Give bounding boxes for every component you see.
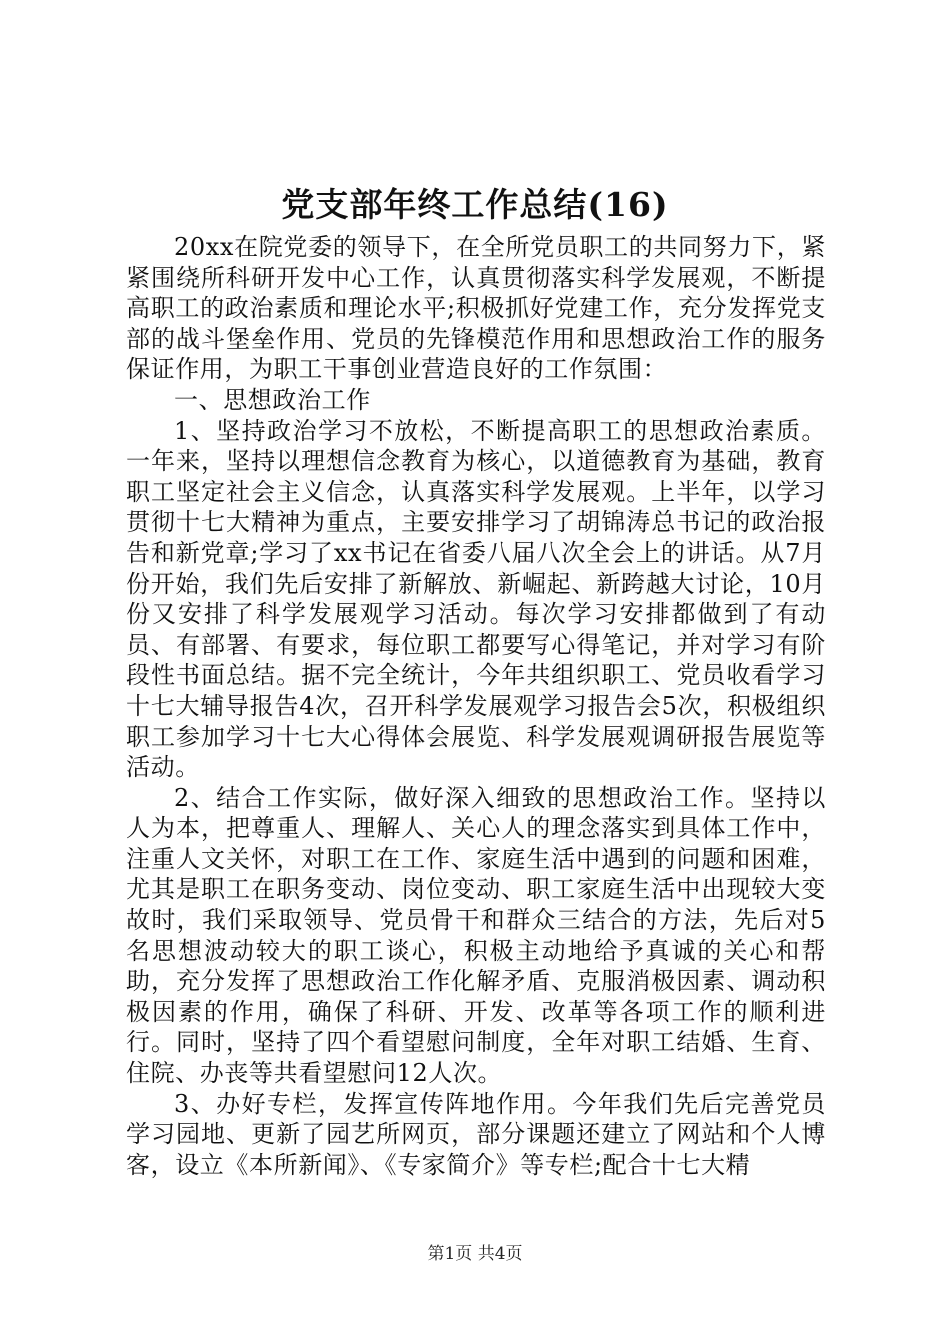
document-body: [126, 232, 826, 1180]
paragraph-item-2: 2、结合工作实际，做好深入细致的思想政治工作。坚持以人为本，把尊重人、理解人、关心人的理念落实到具体工作中，注重人文关怀，对职工在工作、家庭生活中遇到的问题和困难，尤其是职工在职务变动、岗位变动、职工家庭生活中出现较大变故时，我们采取领导、党员骨干和群众三结合的方法，先后对5名思想波动较大的职工谈心，积极主动地给予真诚的关心和帮助，充分发挥了思想政治工作化解矛盾、克服消极因素、调动积极因素的作用，确保了科研、开发、改革等各项工作的顺利进行。同时，坚持了四个看望慰问制度，全年对职工结婚、生育、住院、办丧等共看望慰问12人次。: [126, 783, 826, 1088]
page-number: 第1页 共4页: [427, 1244, 523, 1264]
paragraph-item-3: 3、办好专栏，发挥宣传阵地作用。今年我们先后完善党员学习园地、更新了园艺所网页，部分课题还建立了网站和个人博客，设立《本所新闻》、《专家简介》等专栏;配合十七大精: [126, 1089, 826, 1179]
document-title: 党支部年终工作总结(16): [281, 185, 669, 224]
paragraph-item-1: 1、坚持政治学习不放松，不断提高职工的思想政治素质。一年来，坚持以理想信念教育为核心，以道德教育为基础，教育职工坚定社会主义信念，认真落实科学发展观。上半年，以学习贯彻十七大精神为重点，主要安排学习了胡锦涛总书记的政治报告和新党章;学习了xx书记在省委八届八次全会上的讲话。从7月份开始，我们先后安排了新解放、新崛起、新跨越大讨论，10月份又安排了科学发展观学习活动。每次学习安排都做到了有动员、有部署、有要求，每位职工都要写心得笔记，并对学习有阶段性书面总结。据不完全统计，今年共组织职工、党员收看学习十七大辅导报告4次，召开科学发展观学习报告会5次，积极组织职工参加学习十七大心得体会展览、科学发展观调研报告展览等活动。: [126, 416, 826, 782]
paragraph-intro: 20xx在院党委的领导下，在全所党员职工的共同努力下，紧紧围绕所科研开发中心工作，认真贯彻落实科学发展观，不断提高职工的政治素质和理论水平;积极抓好党建工作，充分发挥党支部的战斗堡垒作用、党员的先锋模范作用和思想政治工作的服务保证作用，为职工干事创业营造良好的工作氛围：: [126, 233, 826, 384]
section-heading: 一、思想政治工作: [174, 385, 371, 414]
